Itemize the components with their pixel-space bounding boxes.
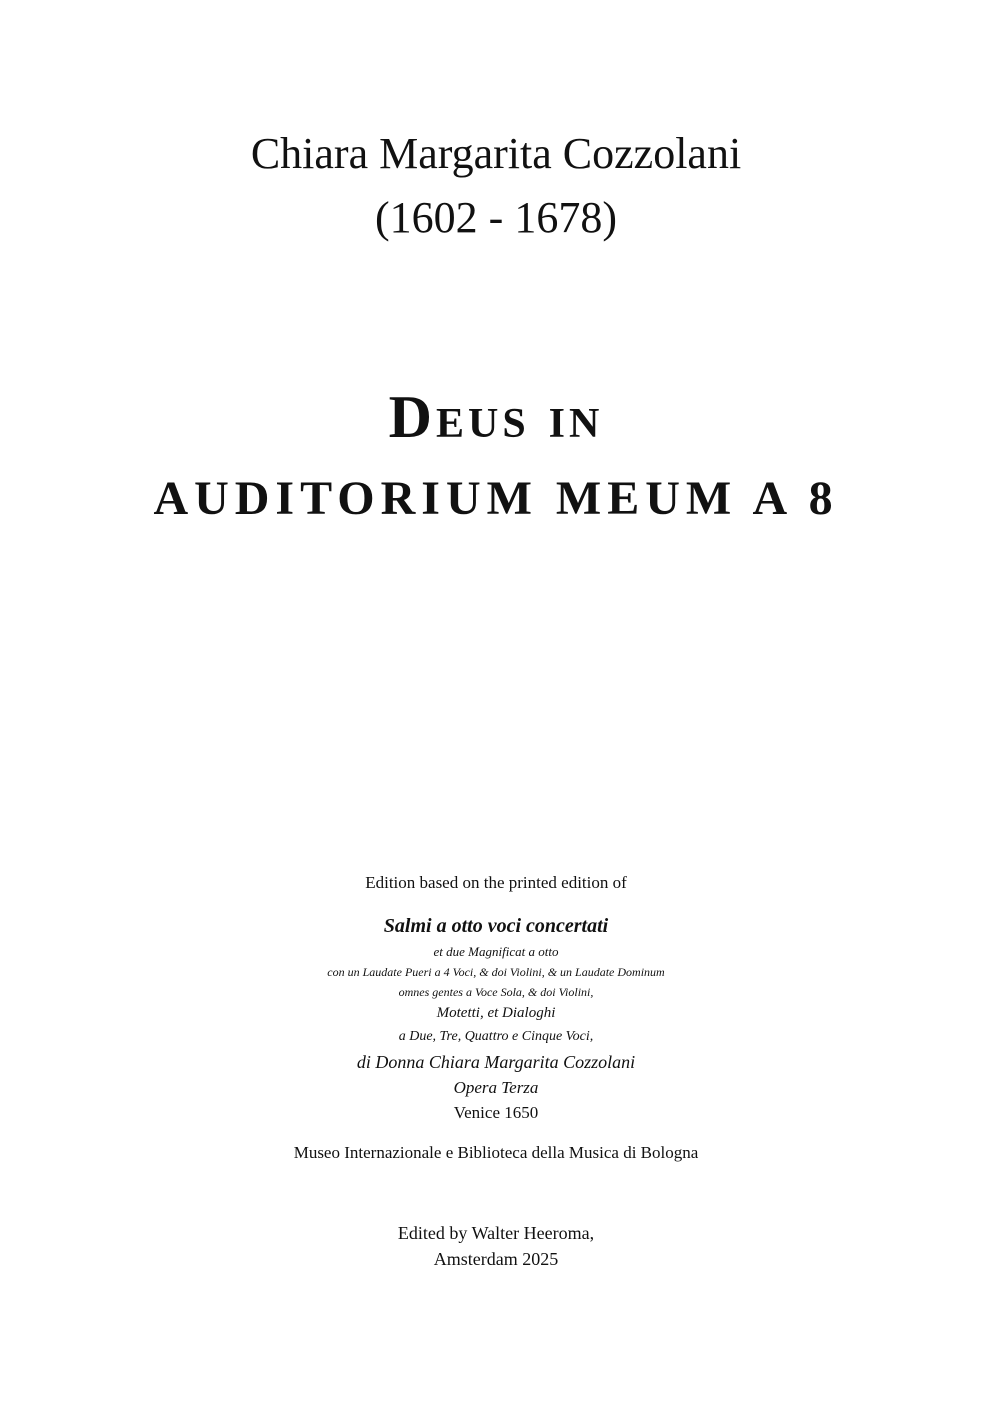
source-line: di Donna Chiara Margarita Cozzolani [356, 1052, 636, 1072]
source-line: Venice 1650 [453, 1103, 539, 1122]
edition-intro: Edition based on the printed edition of [365, 873, 627, 892]
source-line: Motetti, et Dialoghi [436, 1005, 556, 1021]
source-line: a Due, Tre, Quattro e Cinque Voci, [398, 1029, 594, 1044]
work-title-line-1: Deus in [388, 384, 604, 450]
composer-dates: (1602 - 1678) [375, 193, 617, 242]
source-line: omnes gentes a Voce Sola, & doi Violini, [398, 985, 594, 999]
source-line: Opera Terza [453, 1078, 539, 1097]
library-name: Museo Internazionale e Biblioteca della Musica di Bologna [293, 1143, 699, 1162]
work-title-line-2: AUDITORIUM MEUM A 8 [153, 472, 839, 525]
source-title: Salmi a otto voci concertati [383, 915, 609, 937]
place-year: Amsterdam 2025 [433, 1249, 559, 1269]
editor-credit: Edited by Walter Heeroma, [397, 1223, 595, 1243]
source-line: et due Magnificat a otto [433, 944, 559, 959]
source-line: con un Laudate Pueri a 4 Voci, & doi Violini, & un Laudate Dominum [327, 965, 665, 979]
composer-name: Chiara Margarita Cozzolani [250, 129, 742, 178]
